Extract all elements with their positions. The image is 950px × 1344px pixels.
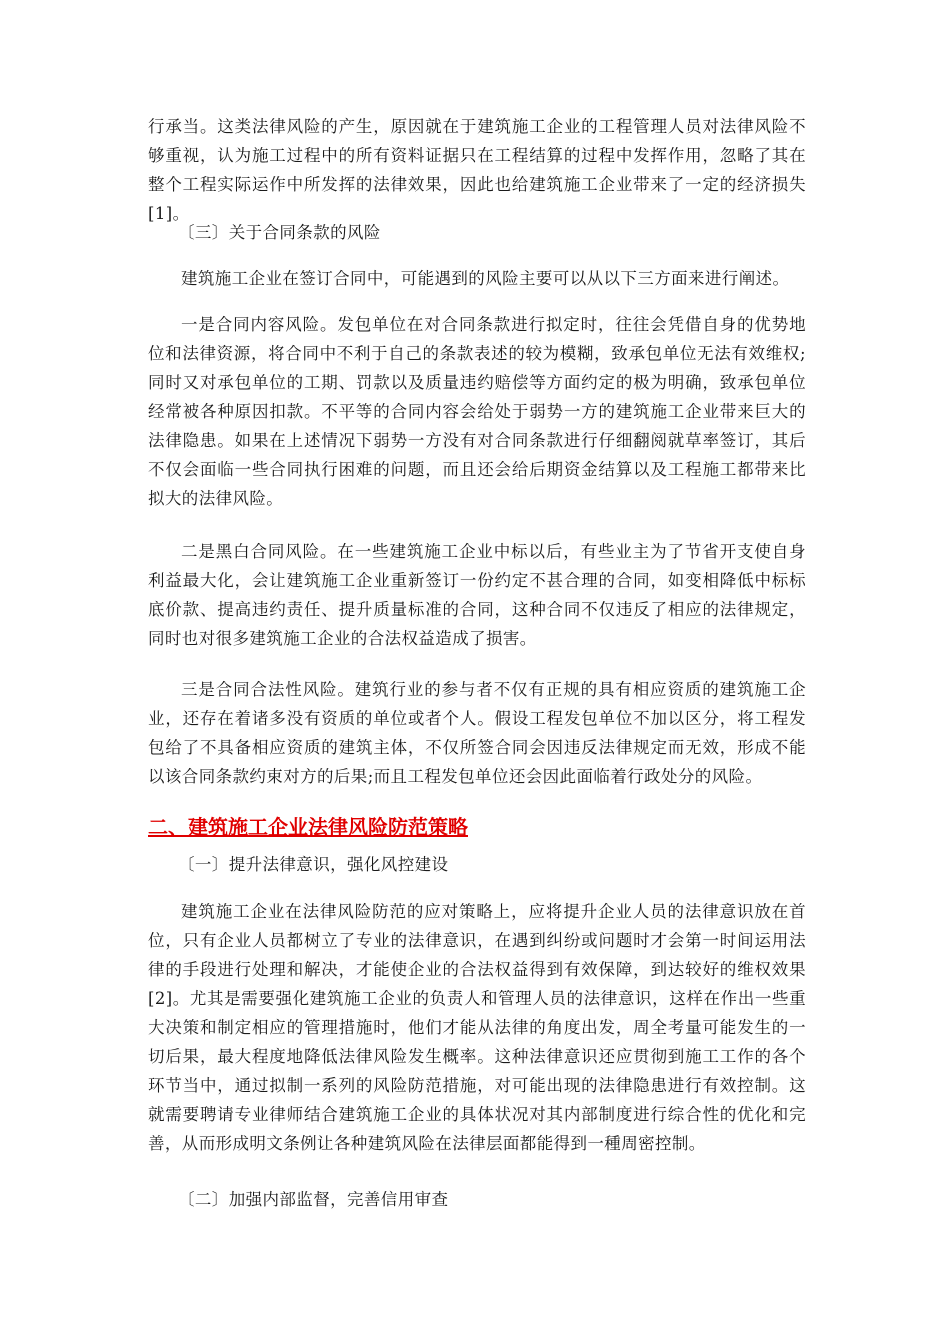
paragraph-contract-intro: 建筑施工企业在签订合同中，可能遇到的风险主要可以从以下三方面来进行阐述。 (181, 269, 790, 288)
subheading-internal-supervision: 〔二〕加强内部监督，完善信用审查 (178, 1190, 449, 1209)
subheading-legal-awareness: 〔一〕提升法律意识，强化风控建设 (178, 855, 449, 874)
paragraph-black-white-contract-risk: 二是黑白合同风险。在一些建筑施工企业中标以后，有些业主为了节省开支使自身利益最大化，会让建筑施工企业重新签订一份约定不甚合理的合同，如变相降低中标标底价款、提高违约责任、提升质量标准的合同，这种合同不仅违反了相应的法律规定，同时也对很多建筑施工企业的合法权益造成了损害。 (148, 542, 806, 648)
paragraph-legality-risk: 三是合同合法性风险。建筑行业的参与者不仅有正规的具有相应资质的建筑施工企业，还存在着诸多没有资质的单位或者个人。假设工程发包单位不加以区分，将工程发包给了不具备相应资质的建筑主体，不仅所签合同会因违反法律规定而无效，形成不能以该合同条款约束对方的后果;而且工程发包单位还会因此面临着行政处分的风险。 (148, 680, 806, 786)
paragraph-legal-awareness: 建筑施工企业在法律风险防范的应对策略上，应将提升企业人员的法律意识放在首位，只有企业人员都树立了专业的法律意识，在遇到纠纷或问题时才会第一时间运用法律的手段进行处理和解决，才能使企业的合法权益得到有效保障，到达较好的维权效果[2]。尤其是需要强化建筑施工企业的负责人和管理人员的法律意识，这样在作出一些重大决策和制定相应的管理措施时，他们才能从法律的角度出发，周全考量可能发生的一切后果，最大程度地降低法律风险发生概率。这种法律意识还应贯彻到施工工作的各个环节当中，通过拟制一系列的风险防范措施，对可能出现的法律隐患进行有效控制。这就需要聘请专业律师结合建筑施工企业的具体状况对其内部制度进行综合性的优化和完善，从而形成明文条例让各种建筑风险在法律层面都能得到一種周密控制。 (148, 902, 806, 1153)
subheading-contract-clause-risk: 〔三〕关于合同条款的风险 (178, 223, 381, 242)
paragraph-continuation: 行承当。这类法律风险的产生，原因就在于建筑施工企业的工程管理人员对法律风险不够重视，认为施工过程中的所有资料证据只在工程结算的过程中发挥作用，忽略了其在整个工程实际运作中所发挥的法律效果，因此也给建筑施工企业带来了一定的经济损失[1]。 (148, 117, 806, 223)
paragraph-content-risk: 一是合同内容风险。发包单位在对合同条款进行拟定时，往往会凭借自身的优势地位和法律资源，将合同中不利于自己的条款表述的较为模糊，致承包单位无法有效维权;同时又对承包单位的工期、罚款以及质量违约赔偿等方面约定的极为明确，致承包单位经常被各种原因扣款。不平等的合同内容会给处于弱势一方的建筑施工企业带来巨大的法律隐患。如果在上述情况下弱势一方没有对合同条款进行仔细翻阅就草率签订，其后不仅会面临一些合同执行困难的问题，而且还会给后期资金结算以及工程施工都带来比拟大的法律风险。 (148, 315, 806, 508)
section-title-risk-prevention: 二、建筑施工企业法律风险防范策略 (148, 815, 468, 839)
